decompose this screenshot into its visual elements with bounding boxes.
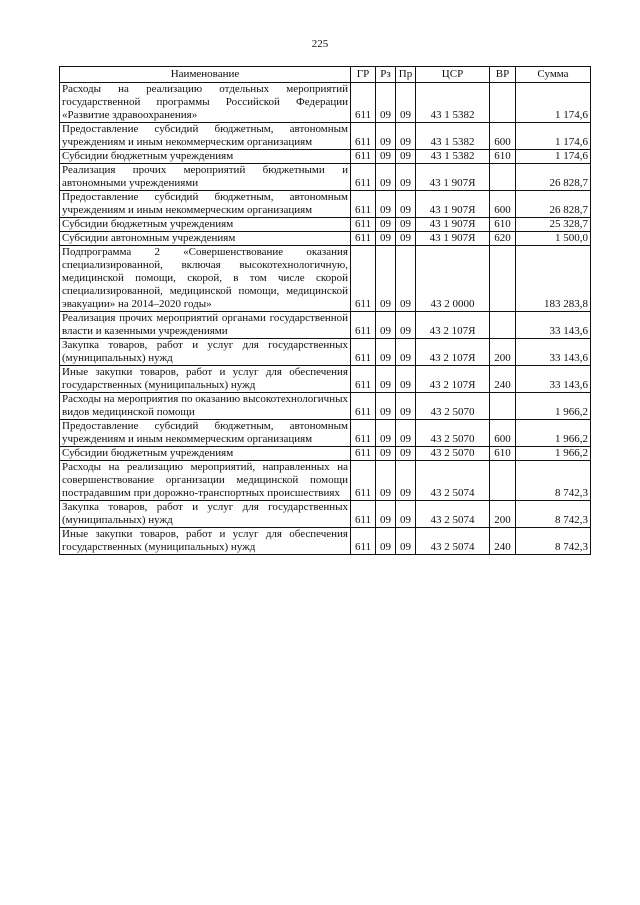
- row-name-cell: Закупка товаров, работ и услуг для государственных (муниципальных) нужд: [60, 339, 351, 366]
- row-vr-cell: [490, 246, 516, 312]
- row-sum-cell: 26 828,7: [516, 164, 591, 191]
- row-name-cell: Субсидии бюджетным учреждениям: [60, 150, 351, 164]
- row-csr-cell: 43 1 907Я: [416, 164, 490, 191]
- header-rz: Рз: [376, 67, 396, 83]
- row-csr-cell: 43 2 5074: [416, 461, 490, 501]
- header-vr: ВР: [490, 67, 516, 83]
- row-sum-cell: 25 328,7: [516, 218, 591, 232]
- table-row: [60, 232, 591, 246]
- row-name-cell: Предоставление субсидий бюджетным, автономным учреждениям и иным некоммерческим организациям: [60, 420, 351, 447]
- table-row: [60, 366, 591, 393]
- row-pr-cell: 09: [396, 393, 416, 420]
- row-sum-cell: 1 174,6: [516, 123, 591, 150]
- row-name-cell: Реализация прочих мероприятий органами государственной власти и казенными учреждениями: [60, 312, 351, 339]
- row-csr-cell: 43 1 5382: [416, 123, 490, 150]
- row-pr-cell: 09: [396, 461, 416, 501]
- row-pr-cell: 09: [396, 150, 416, 164]
- row-rz-cell: 09: [376, 150, 396, 164]
- row-name-cell: Расходы на реализацию отдельных мероприятий государственной программы Российской Федерации «Развитие здравоохранения»: [60, 83, 351, 123]
- row-name-cell: Субсидии бюджетным учреждениям: [60, 447, 351, 461]
- row-vr-cell: 240: [490, 366, 516, 393]
- row-vr-cell: [490, 461, 516, 501]
- row-csr-cell: 43 1 5382: [416, 83, 490, 123]
- row-rz-cell: 09: [376, 461, 396, 501]
- row-csr-cell: 43 2 107Я: [416, 339, 490, 366]
- row-vr-cell: 200: [490, 501, 516, 528]
- row-sum-cell: 8 742,3: [516, 528, 591, 555]
- row-sum-cell: 1 966,2: [516, 393, 591, 420]
- row-rz-cell: 09: [376, 366, 396, 393]
- page-number: 225: [311, 38, 329, 50]
- row-rz-cell: 09: [376, 501, 396, 528]
- row-vr-cell: 600: [490, 123, 516, 150]
- row-rz-cell: 09: [376, 339, 396, 366]
- row-pr-cell: 09: [396, 528, 416, 555]
- row-pr-cell: 09: [396, 83, 416, 123]
- row-gr-cell: 611: [351, 246, 376, 312]
- header-sum: Сумма: [516, 67, 591, 83]
- row-csr-cell: 43 2 0000: [416, 246, 490, 312]
- row-gr-cell: 611: [351, 123, 376, 150]
- row-csr-cell: 43 1 907Я: [416, 218, 490, 232]
- row-rz-cell: 09: [376, 420, 396, 447]
- row-sum-cell: 8 742,3: [516, 501, 591, 528]
- table-row: [60, 461, 591, 501]
- row-rz-cell: 09: [376, 312, 396, 339]
- row-sum-cell: 1 174,6: [516, 83, 591, 123]
- header-row: [60, 67, 591, 83]
- row-csr-cell: 43 2 107Я: [416, 312, 490, 339]
- row-sum-cell: 183 283,8: [516, 246, 591, 312]
- row-sum-cell: 33 143,6: [516, 312, 591, 339]
- row-vr-cell: [490, 393, 516, 420]
- row-gr-cell: 611: [351, 339, 376, 366]
- row-pr-cell: 09: [396, 501, 416, 528]
- row-vr-cell: 600: [490, 191, 516, 218]
- row-rz-cell: 09: [376, 232, 396, 246]
- table-row: [60, 393, 591, 420]
- row-gr-cell: 611: [351, 150, 376, 164]
- row-pr-cell: 09: [396, 420, 416, 447]
- table-row: [60, 312, 591, 339]
- row-vr-cell: 610: [490, 218, 516, 232]
- row-csr-cell: 43 2 5070: [416, 447, 490, 461]
- table-row: [60, 150, 591, 164]
- row-pr-cell: 09: [396, 164, 416, 191]
- row-name-cell: Предоставление субсидий бюджетным, автономным учреждениям и иным некоммерческим организациям: [60, 123, 351, 150]
- row-gr-cell: 611: [351, 232, 376, 246]
- row-gr-cell: 611: [351, 501, 376, 528]
- table-row: [60, 447, 591, 461]
- row-csr-cell: 43 2 5070: [416, 393, 490, 420]
- row-sum-cell: 1 174,6: [516, 150, 591, 164]
- row-pr-cell: 09: [396, 246, 416, 312]
- row-sum-cell: 1 966,2: [516, 447, 591, 461]
- row-name-cell: Предоставление субсидий бюджетным, автономным учреждениям и иным некоммерческим организациям: [60, 191, 351, 218]
- table-row: [60, 83, 591, 123]
- row-name-cell: Подпрограмма 2 «Совершенствование оказания специализированной, включая высокотехнологичную, медицинской помощи, скорой, в том числе скорой специализированной, медицинской помощи, медицинской эвакуации» на 2014–2020 годы»: [60, 246, 351, 312]
- row-rz-cell: 09: [376, 218, 396, 232]
- row-csr-cell: 43 1 907Я: [416, 232, 490, 246]
- row-pr-cell: 09: [396, 123, 416, 150]
- table-row: [60, 246, 591, 312]
- row-name-cell: Расходы на мероприятия по оказанию высокотехнологичных видов медицинской помощи: [60, 393, 351, 420]
- row-gr-cell: 611: [351, 528, 376, 555]
- row-rz-cell: 09: [376, 83, 396, 123]
- row-vr-cell: 200: [490, 339, 516, 366]
- row-vr-cell: 610: [490, 150, 516, 164]
- row-pr-cell: 09: [396, 232, 416, 246]
- header-gr: ГР: [351, 67, 376, 83]
- row-gr-cell: 611: [351, 164, 376, 191]
- row-sum-cell: 1 500,0: [516, 232, 591, 246]
- table-row: [60, 218, 591, 232]
- row-pr-cell: 09: [396, 312, 416, 339]
- table-row: [60, 123, 591, 150]
- row-vr-cell: [490, 164, 516, 191]
- row-sum-cell: 33 143,6: [516, 339, 591, 366]
- row-vr-cell: 620: [490, 232, 516, 246]
- row-rz-cell: 09: [376, 123, 396, 150]
- row-pr-cell: 09: [396, 218, 416, 232]
- row-rz-cell: 09: [376, 447, 396, 461]
- row-name-cell: Иные закупки товаров, работ и услуг для обеспечения государственных (муниципальных) нужд: [60, 366, 351, 393]
- row-csr-cell: 43 2 5074: [416, 501, 490, 528]
- row-pr-cell: 09: [396, 339, 416, 366]
- row-rz-cell: 09: [376, 528, 396, 555]
- row-rz-cell: 09: [376, 246, 396, 312]
- row-pr-cell: 09: [396, 366, 416, 393]
- table-row: [60, 339, 591, 366]
- table-row: [60, 501, 591, 528]
- row-gr-cell: 611: [351, 191, 376, 218]
- row-vr-cell: 610: [490, 447, 516, 461]
- row-sum-cell: 8 742,3: [516, 461, 591, 501]
- table-row: [60, 191, 591, 218]
- row-csr-cell: 43 2 5070: [416, 420, 490, 447]
- row-gr-cell: 611: [351, 366, 376, 393]
- table-row: [60, 164, 591, 191]
- row-pr-cell: 09: [396, 191, 416, 218]
- row-name-cell: Субсидии бюджетным учреждениям: [60, 218, 351, 232]
- row-csr-cell: 43 2 107Я: [416, 366, 490, 393]
- row-csr-cell: 43 1 5382: [416, 150, 490, 164]
- row-name-cell: Иные закупки товаров, работ и услуг для обеспечения государственных (муниципальных) нужд: [60, 528, 351, 555]
- row-name-cell: Расходы на реализацию мероприятий, направленных на совершенствование организации медицинской помощи пострадавшим при дорожно-транспортных происшествиях: [60, 461, 351, 501]
- row-gr-cell: 611: [351, 312, 376, 339]
- row-name-cell: Закупка товаров, работ и услуг для государственных (муниципальных) нужд: [60, 501, 351, 528]
- row-vr-cell: [490, 83, 516, 123]
- row-vr-cell: 600: [490, 420, 516, 447]
- row-rz-cell: 09: [376, 164, 396, 191]
- row-gr-cell: 611: [351, 447, 376, 461]
- row-gr-cell: 611: [351, 218, 376, 232]
- header-pr: Пр: [396, 67, 416, 83]
- row-rz-cell: 09: [376, 393, 396, 420]
- row-rz-cell: 09: [376, 191, 396, 218]
- row-gr-cell: 611: [351, 420, 376, 447]
- row-sum-cell: 1 966,2: [516, 420, 591, 447]
- budget-table: [59, 66, 591, 555]
- row-vr-cell: [490, 312, 516, 339]
- row-gr-cell: 611: [351, 83, 376, 123]
- header-csr: ЦСР: [416, 67, 490, 83]
- row-sum-cell: 33 143,6: [516, 366, 591, 393]
- table-row: [60, 420, 591, 447]
- row-name-cell: Субсидии автономным учреждениям: [60, 232, 351, 246]
- row-sum-cell: 26 828,7: [516, 191, 591, 218]
- row-csr-cell: 43 2 5074: [416, 528, 490, 555]
- header-name: Наименование: [60, 67, 351, 83]
- row-vr-cell: 240: [490, 528, 516, 555]
- row-pr-cell: 09: [396, 447, 416, 461]
- row-gr-cell: 611: [351, 393, 376, 420]
- table-row: [60, 528, 591, 555]
- row-name-cell: Реализация прочих мероприятий бюджетными и автономными учреждениями: [60, 164, 351, 191]
- row-gr-cell: 611: [351, 461, 376, 501]
- row-csr-cell: 43 1 907Я: [416, 191, 490, 218]
